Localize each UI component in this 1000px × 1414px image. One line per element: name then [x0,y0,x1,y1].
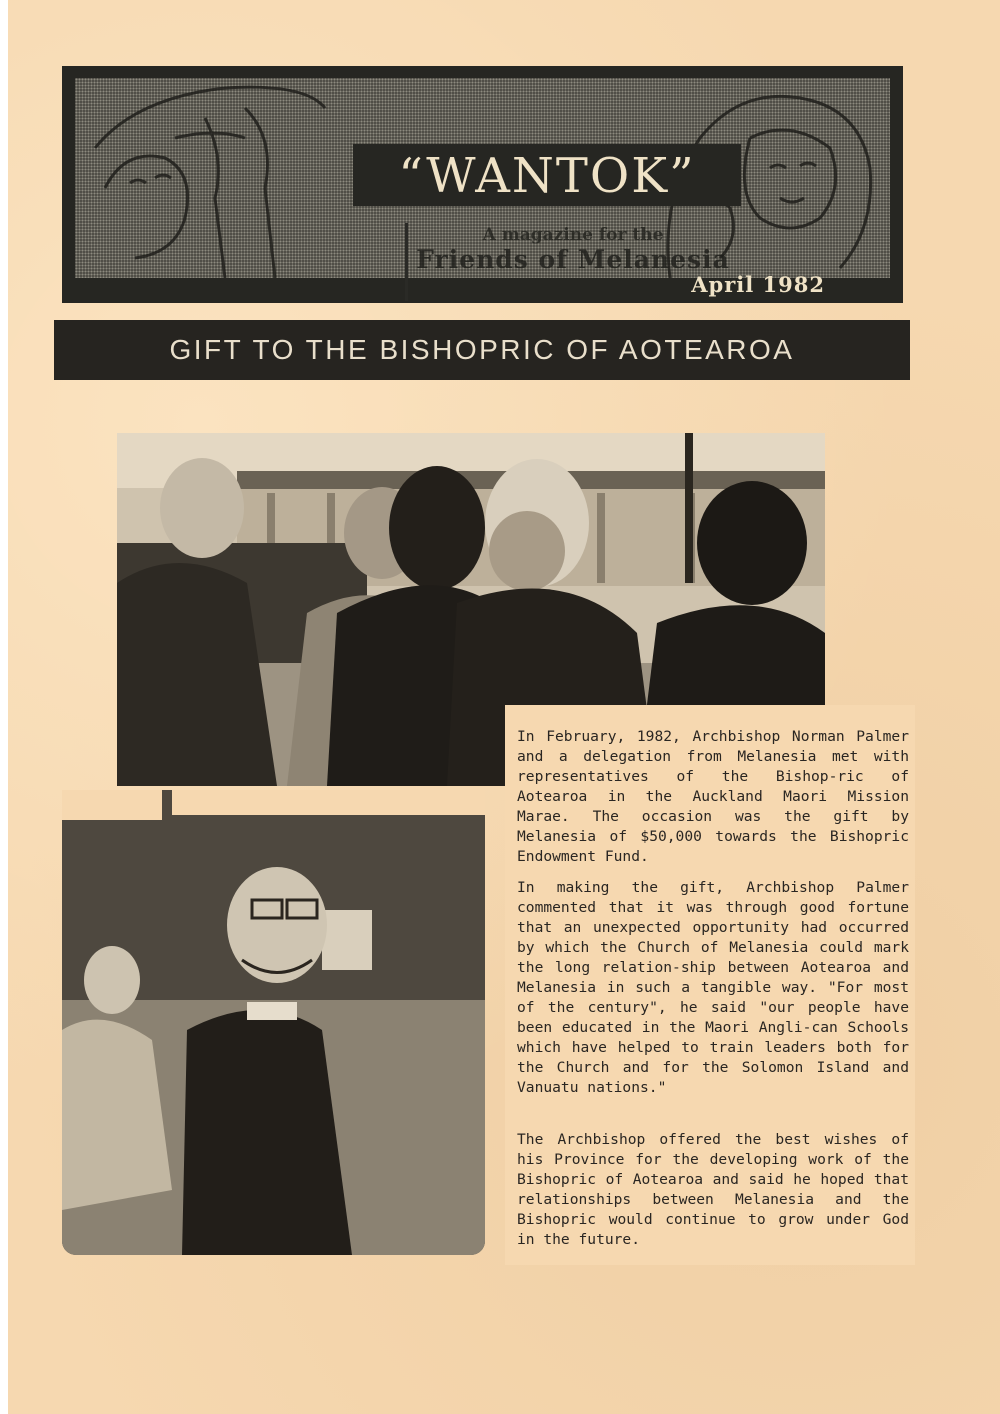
masthead-subtitle-box [405,223,738,301]
article-headline: GIFT TO THE BISHOPRIC OF AOTEAROA [169,334,795,365]
masthead-subtitle-line1: A magazine for the [482,225,664,245]
photo-archbishop-speaking [62,790,485,1255]
photo-archbishop-speaking-image [62,790,485,1255]
article-paragraph-1: In February, 1982, Archbishop Norman Palmer and a delegation from Melanesia met with representatives of the Bishop-ric of Aotearoa in the Auckland Maori Mission Marae. The occasion was the gift by Melanesia of $50,000 towards the Bishopric Endowment Fund. [517,727,909,865]
article-paragraph-3: The Archbishop offered the best wishes of his Province for the developing work of the Bishopric of Aotearoa and said he hoped that relationships between Melanesia and the Bishopric would continue to grow under God in the future. [517,1130,909,1248]
magazine-title: “WANTOK” [398,148,696,204]
article-text-column [505,705,915,1265]
masthead [62,66,903,303]
headline-bar [54,320,910,380]
masthead-subtitle-line2: Friends of Melanesia [416,245,730,274]
masthead-illustration-left [75,78,335,278]
article-paragraph-2: In making the gift, Archbishop Palmer commented that it was through good fortune that an unexpected opportunity had occurred by which the Church of Melanesia could mark the long relation-ship between Aotearoa and Melanesia in such a tangible way. "For most of the century", he said "our people have been educated in the Maori Angli-can Schools which have helped to train leaders both for the Church and for the Solomon Island and Vanuatu nations." [517,878,909,1096]
issue-date: April 1982 [691,272,825,297]
scan-edge [0,0,8,1414]
masthead-title-box [353,144,741,206]
